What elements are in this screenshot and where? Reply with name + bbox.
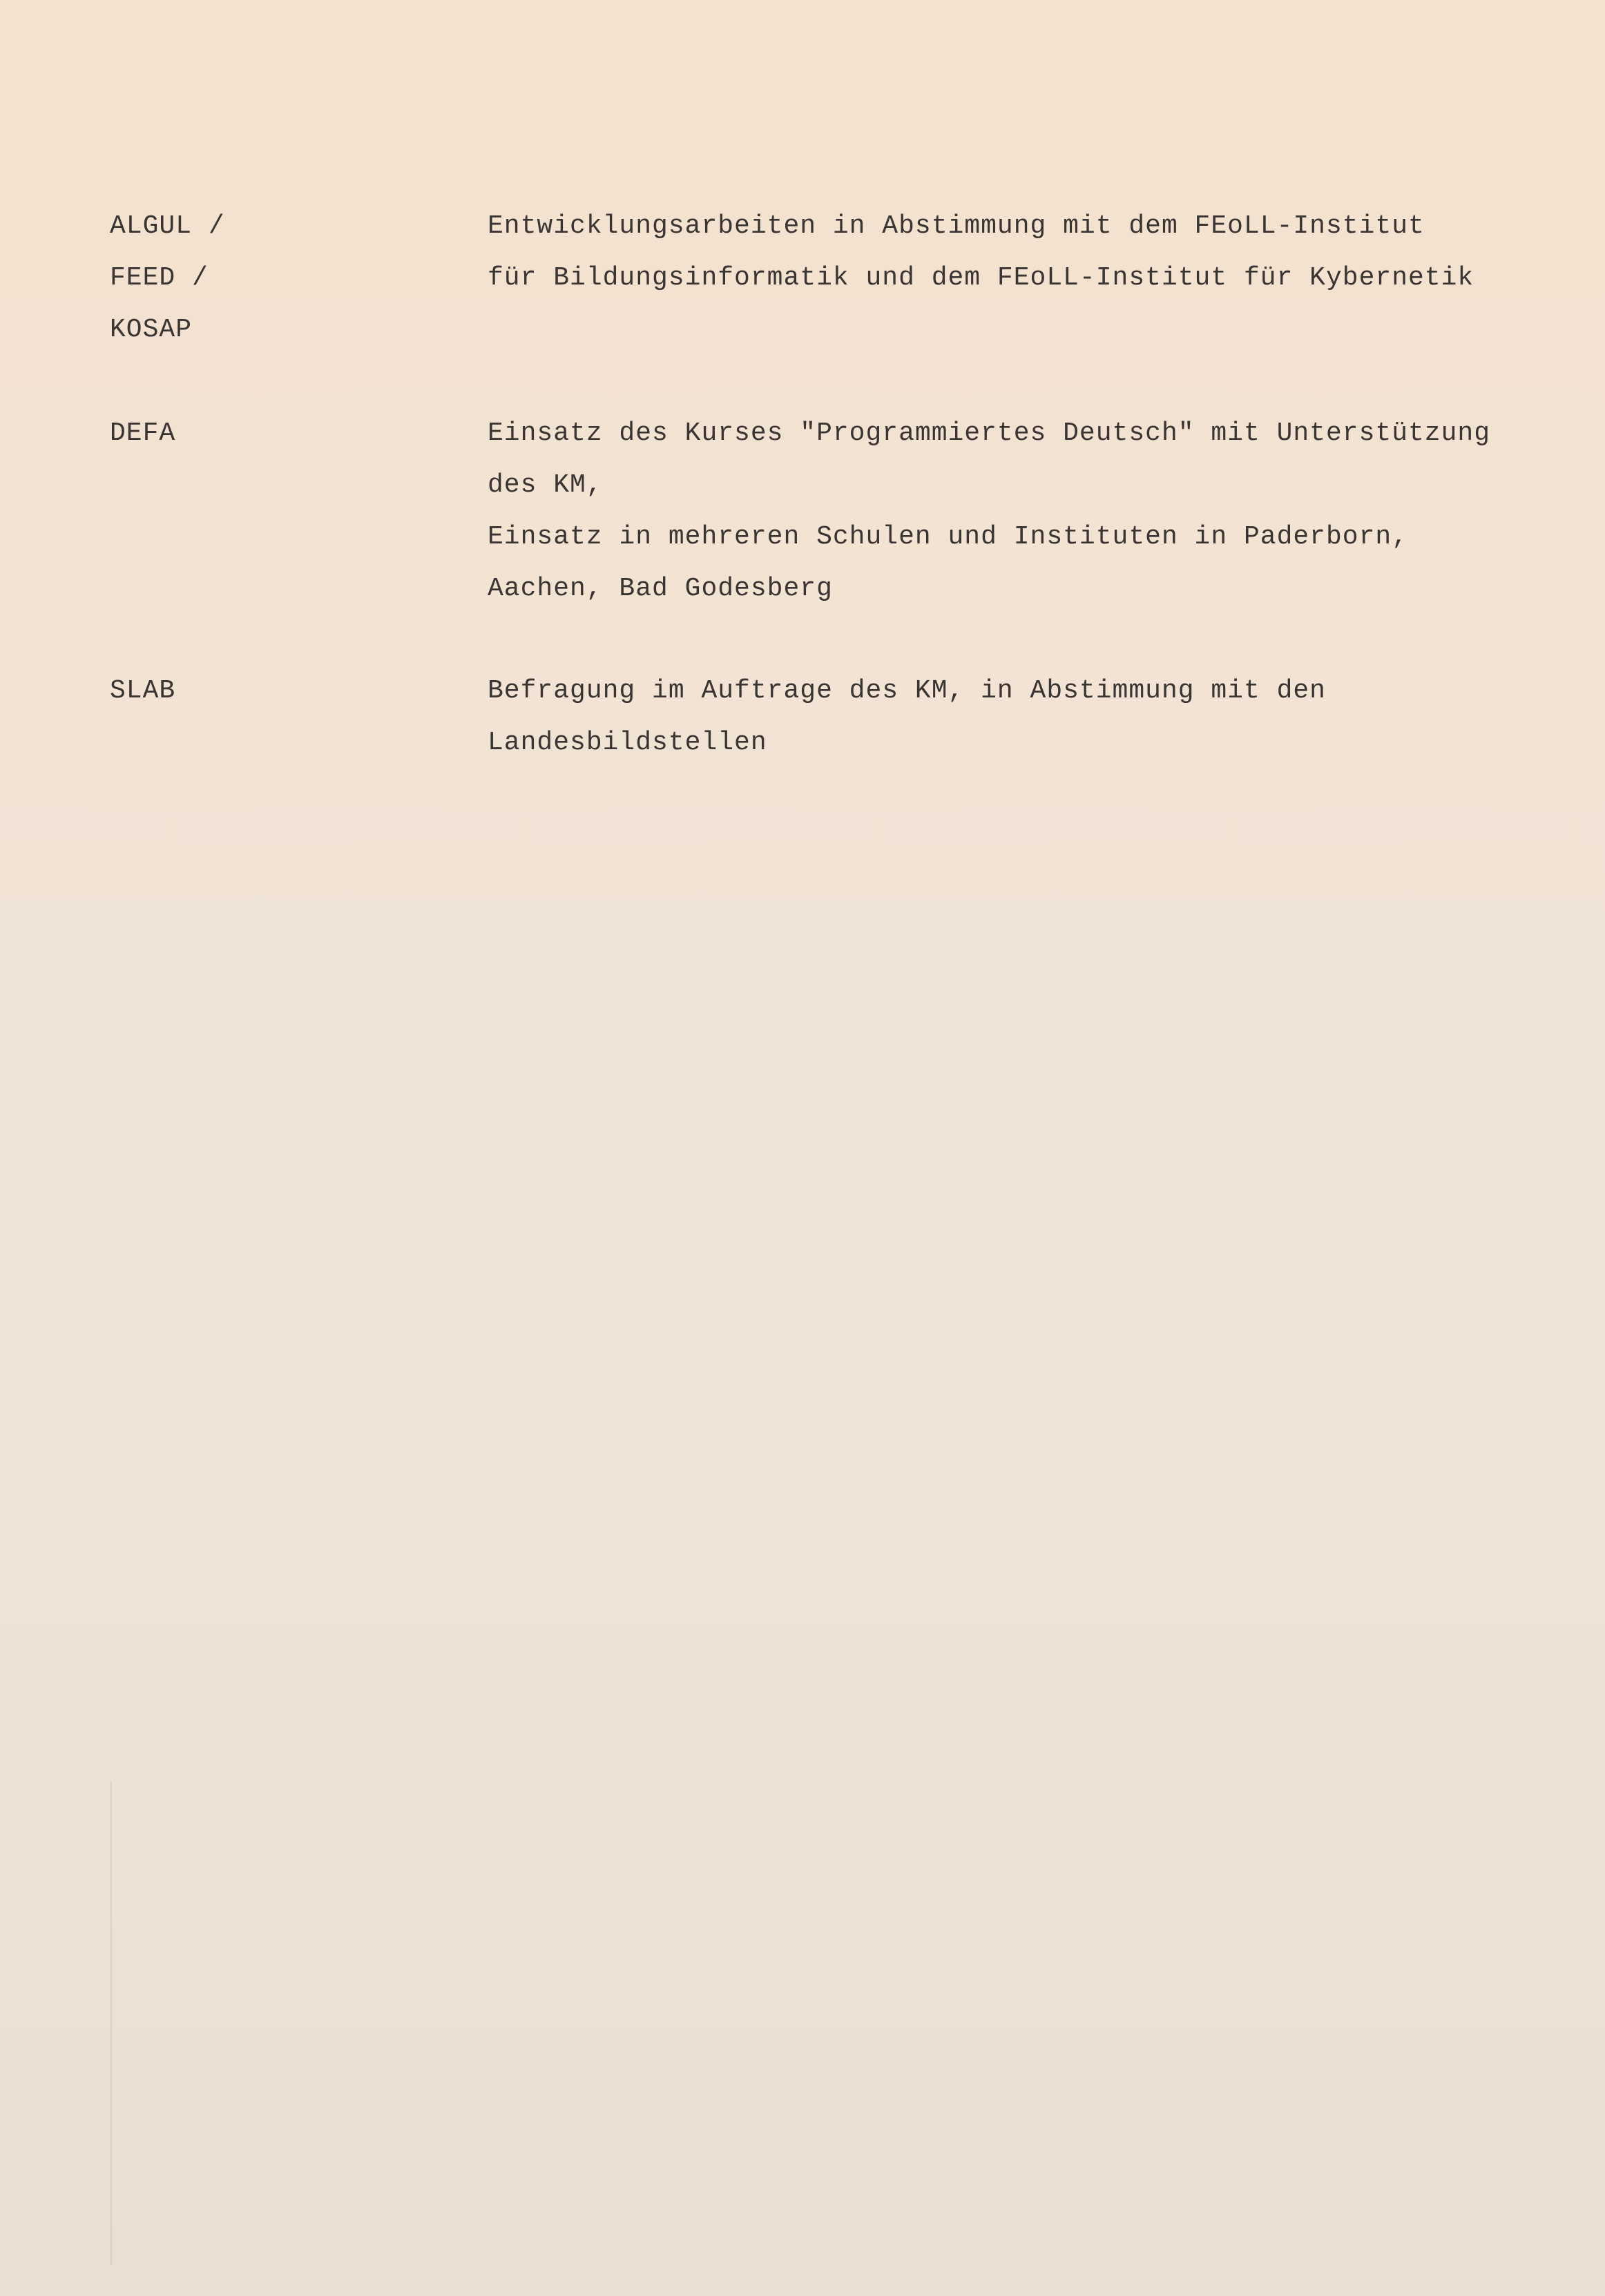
entry-description — [488, 407, 1565, 615]
label-line: SLAB — [110, 676, 176, 706]
entry-label — [110, 200, 469, 356]
label-line: ALGUL / — [110, 211, 225, 241]
description-line: Entwicklungsarbeiten in Abstimmung mit dem FEoLL-Institut — [488, 211, 1425, 241]
paper-fold-mark — [110, 1782, 112, 2265]
description-line: Befragung im Auftrage des KM, in Abstimmung mit den — [488, 676, 1326, 706]
label-line: DEFA — [110, 418, 176, 448]
entry-description — [488, 665, 1565, 769]
description-line: für Bildungsinformatik und dem FEoLL-Institut für Kybernetik — [488, 263, 1474, 293]
description-line: Landesbildstellen — [488, 728, 767, 758]
description-line: Aachen, Bad Godesberg — [488, 574, 833, 604]
entry-description — [488, 200, 1565, 304]
description-line: Einsatz in mehreren Schulen und Instituten in Paderborn, — [488, 522, 1409, 552]
label-line: FEED / — [110, 263, 209, 293]
entry-label — [110, 407, 469, 459]
description-line: des KM, — [488, 470, 603, 500]
label-line: KOSAP — [110, 315, 193, 345]
description-line: Einsatz des Kurses "Programmiertes Deutsch" mit Unterstützung — [488, 418, 1491, 448]
entry-label — [110, 665, 469, 717]
